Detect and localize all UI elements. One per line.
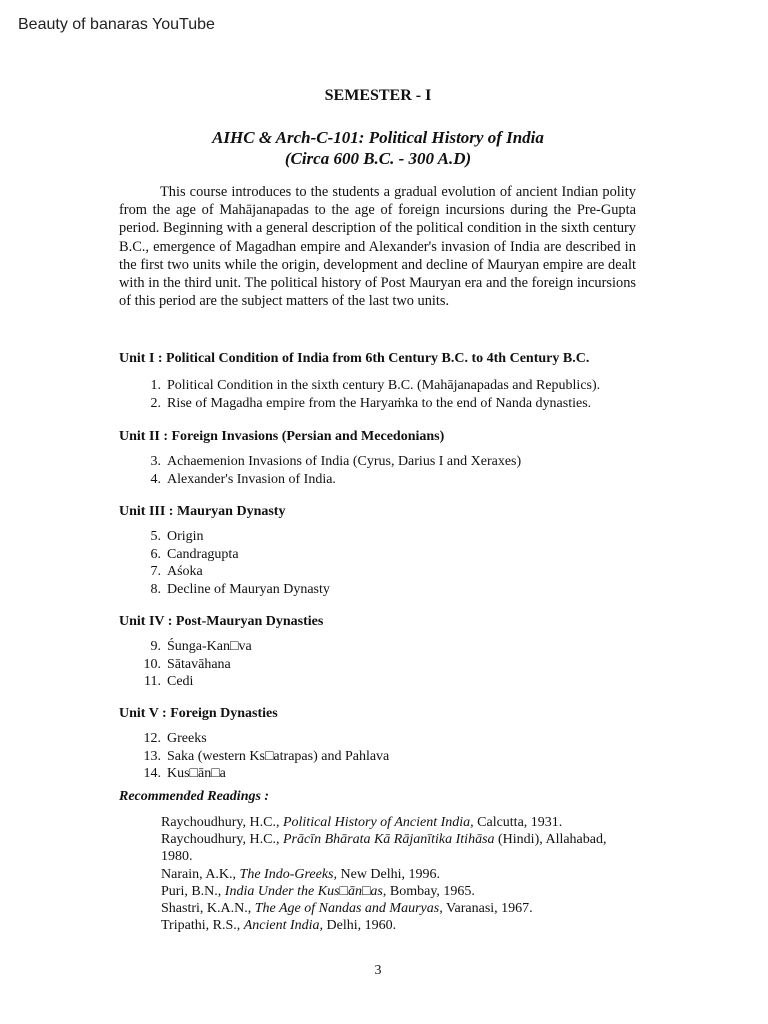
topic-item: 9. Śunga-Kan□va: [150, 639, 252, 654]
unit-3-topics: [133, 528, 330, 598]
reading-title: Prācīn Bhārata Kā Rājanītika Itihāsa: [282, 832, 495, 848]
reading-item: Shastri, K.A.N., The Age of Nandas and Mauryas, Varanasi, 1967.: [161, 901, 533, 917]
unit-heading-3: Unit III : Mauryan Dynasty: [119, 504, 286, 519]
unit-heading-1: Unit I : Political Condition of India from 6th Century B.C. to 4th Century B.C.: [119, 351, 590, 366]
topic-item: 5. Origin: [150, 529, 204, 544]
reading-item: Narain, A.K., The Indo-Greeks, New Delhi, 1996.: [161, 866, 441, 882]
unit-heading-2: Unit II : Foreign Invasions (Persian and Mecedonians): [119, 429, 445, 444]
reading-item: Tripathi, R.S., Ancient India, Delhi, 1960.: [161, 918, 397, 934]
topic-item: 6. Candragupta: [150, 546, 239, 562]
reading-title: Political History of Ancient India,: [282, 815, 474, 830]
unit-heading-5: Unit V : Foreign Dynasties: [119, 706, 278, 721]
topic-item: 8. Decline of Mauryan Dynasty: [150, 581, 330, 597]
recommended-readings-heading: Recommended Readings :: [119, 789, 270, 804]
unit-heading-4: Unit IV : Post-Mauryan Dynasties: [119, 614, 324, 629]
reading-title: The Indo-Greeks,: [239, 866, 337, 882]
topic-item: 7. Aśoka: [150, 564, 203, 579]
reading-item: Raychoudhury, H.C., Political History of Ancient India, Calcutta, 1931.: [161, 815, 563, 830]
topic-item: 1. Political Condition in the sixth century B.C. (Mahājanapadas and Republics).: [150, 378, 601, 393]
watermark-text: Beauty of banaras YouTube: [18, 16, 215, 33]
course-title-block: [0, 127, 756, 169]
unit-2-topics: [133, 453, 521, 488]
semester-heading: SEMESTER - I: [324, 87, 432, 104]
recommended-readings-list: [161, 814, 631, 934]
topic-item: 2. Rise of Magadha empire from the Haryaṁka to the end of Nanda dynasties.: [150, 395, 592, 411]
course-title: AIHC & Arch-C-101: Political History of India: [212, 128, 544, 147]
topic-item: 11. Cedi: [144, 674, 194, 689]
unit-1-topics: [133, 377, 600, 412]
unit-4-topics: [133, 638, 252, 691]
topic-item: 14. Kus□ān□a: [143, 766, 226, 781]
topic-item: 12. Greeks: [143, 731, 207, 746]
reading-item: Puri, B.N., India Under the Kus□ān□as, Bombay, 1965.: [161, 883, 475, 899]
reading-title: India Under the Kus□ān□as: [224, 883, 383, 899]
topic-item: 13. Saka (western Ks□atrapas) and Pahlava: [143, 748, 390, 764]
topic-item: 4. Alexander's Invasion of India.: [150, 471, 336, 487]
reading-title: The Age of Nandas and Mauryas,: [254, 901, 443, 917]
course-introduction: This course introduces to the students a gradual evolution of ancient Indian polity from the age of Mahājanapadas to the age of foreign incursions during the Pre-Gupta period. Beginning with a general description of the political condition in the sixth century B.C., emergence of Magadhan empire and Alexander's invasion of India are described in the first two units while the origin, development and decline of Mauryan empire are dealt with in the third unit. The political history of Post Mauryan era and the foreign incursions of this period are the subject matters of the last two units.: [119, 184, 636, 310]
course-period: (Circa 600 B.C. - 300 A.D): [284, 149, 472, 168]
reading-item: Raychoudhury, H.C., Prācīn Bhārata Kā Rājanītika Itihāsa (Hindi), Allahabad, 1980.: [161, 832, 607, 865]
unit-5-topics: [133, 730, 389, 783]
page-number: 3: [374, 963, 382, 978]
topic-item: 10. Sātavāhana: [143, 656, 231, 672]
topic-item: 3. Achaemenion Invasions of India (Cyrus, Darius I and Xeraxes): [150, 454, 522, 469]
reading-title: Ancient India,: [243, 918, 324, 934]
